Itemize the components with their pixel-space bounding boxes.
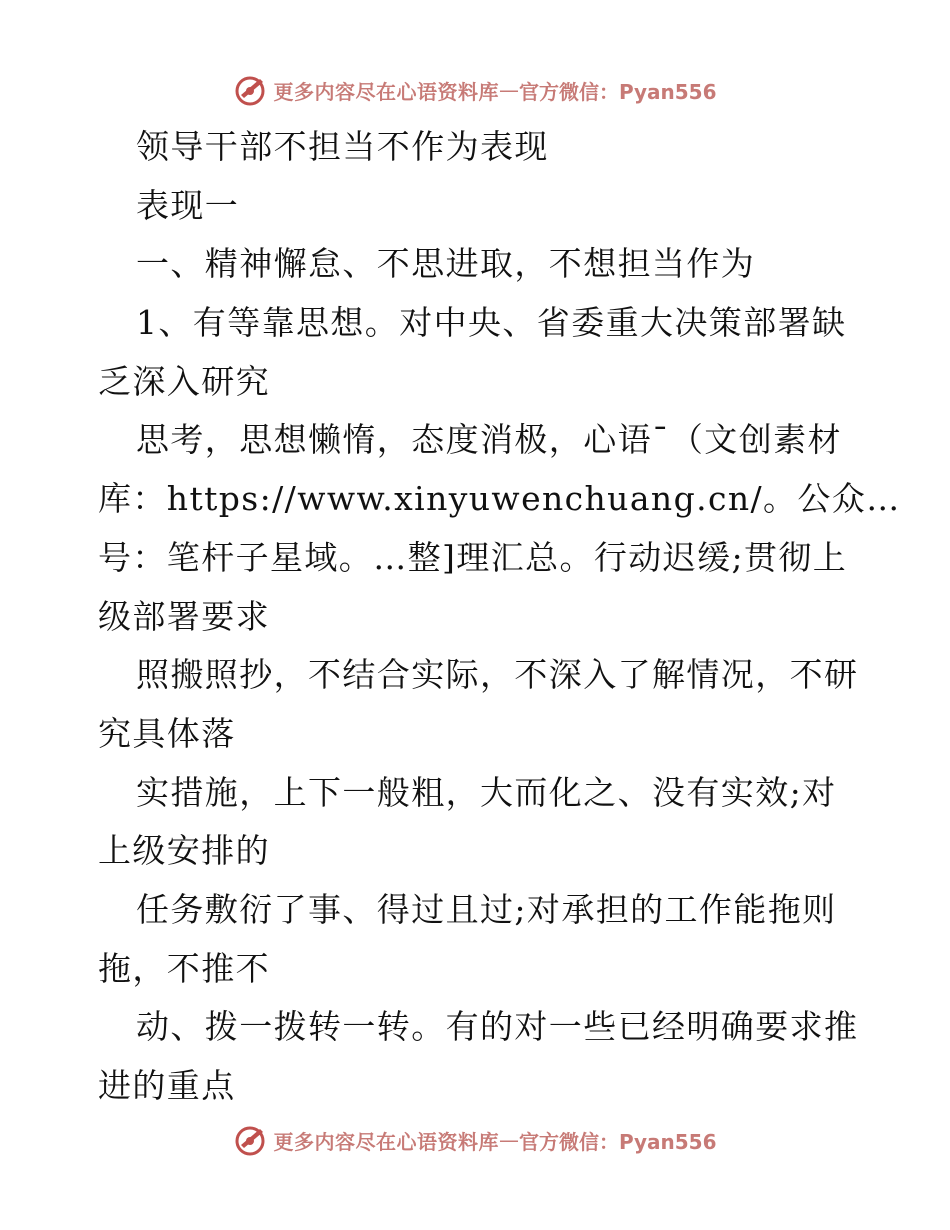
text-line: 号：笔杆子星域。…整]理汇总。行动迟缓;贯彻上: [98, 537, 848, 577]
text-line: 思考，思想懒惰，态度消极，心语¯（文创素材: [136, 420, 842, 460]
text-line: 1、有等靠思想。对中央、省委重大决策部署缺: [136, 303, 847, 343]
text-line: 实措施，上下一般粗，大而化之、没有实效;对: [136, 772, 837, 812]
text-line: 领导干部不担当不作为表现: [136, 127, 549, 166]
text-line: 动、拨一拨转一转。有的对一些已经明确要求推: [136, 1007, 859, 1047]
text-line: 表现一: [136, 185, 240, 225]
footer-banner: [0, 1120, 950, 1160]
text-line: 照搬照抄，不结合实际，不深入了解情况，不研: [136, 655, 859, 695]
banner-separator: —: [498, 1128, 519, 1152]
document-body: [98, 118, 901, 1116]
text-line: 进的重点: [98, 1066, 236, 1105]
banner-text: 更多内容尽在心语资料库: [273, 1129, 499, 1154]
logo-icon: [233, 73, 269, 107]
banner-wechat: 官方微信：Pyan556: [518, 1129, 717, 1154]
header-banner: [0, 70, 950, 110]
banner-text: 更多内容尽在心语资料库: [273, 79, 499, 104]
text-line: 一、精神懈怠、不思进取，不想担当作为: [136, 244, 756, 284]
text-line: 库：https://www.xinyuwenchuang.cn/。公众…: [98, 479, 901, 519]
text-line: 乏深入研究: [98, 361, 270, 401]
text-line: 级部署要求: [98, 596, 270, 636]
banner-separator: —: [498, 78, 519, 102]
text-line: 拖，不推不: [98, 948, 270, 988]
banner-wechat: 官方微信：Pyan556: [518, 79, 717, 104]
text-line: 究具体落: [98, 713, 236, 753]
text-line: 上级安排的: [98, 831, 270, 871]
logo-icon: [233, 1123, 269, 1157]
text-line: 任务敷衍了事、得过且过;对承担的工作能拖则: [136, 889, 837, 929]
